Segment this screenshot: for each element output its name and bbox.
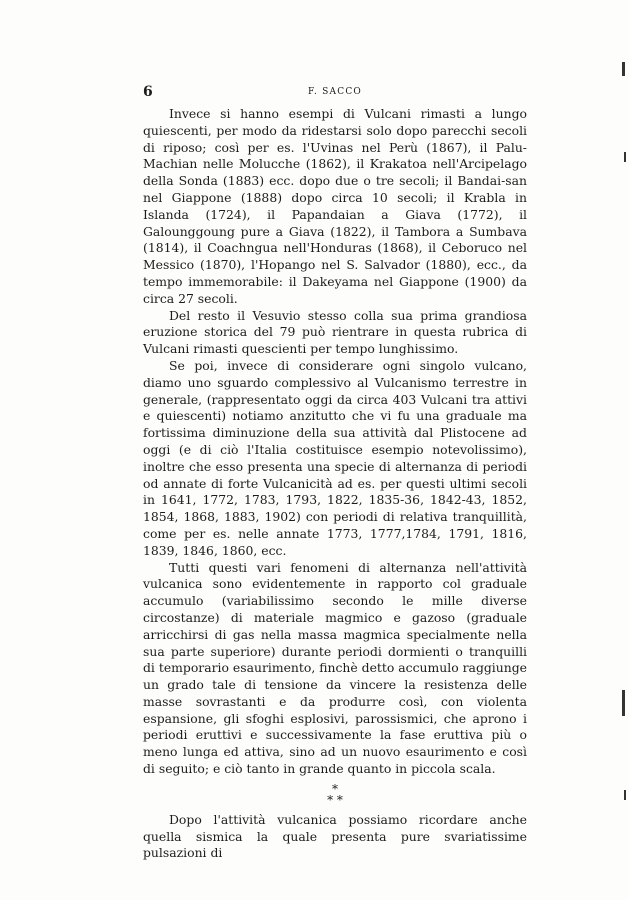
paragraph-vesuvius: Del resto il Vesuvio stesso colla sua prima grandiosa eruzione storica del 79 può rientrare in questa rubrica di Vulcani rimasti quescienti per tempo lunghissimo. [143,307,527,357]
paragraph-alternation: Tutti questi vari fenomeni di alternanza nell'attività vulcanica sono evidentemente in rapporto col graduale accumulo (variabilissimo secondo le mille diverse circostanze) di materiale magmico e gazoso (graduale arricchirsi di gas nella massa magmica specialmente nella sua parte superiore) durante periodi dormienti o tranquilli di temporario esaurimento, finchè detto accumulo raggiunge un grado tale di tensione da vincere la resistenza delle masse sovrastanti e da produrre così, con violenta espansione, gli sfoghi esplosivi, parossismici, che aprono i periodi eruttivi e successivamente la fase eruttiva più o meno lunga ed attiva, sino ad un nuovo esaurimento e così di seguito; e ciò tanto in grande quanto in piccola scala. [143,559,527,777]
paragraph-seismic: Dopo l'attività vulcanica possiamo ricordare anche quella sismica la quale presenta pure svariatissime pulsazioni di [143,811,527,861]
margin-mark [622,690,625,716]
paragraph-volcanism-general: Se poi, invece di considerare ogni singolo vulcano, diamo uno sguardo complessivo al Vulcanismo terrestre in generale, (rappresentato oggi da circa 403 Vulcani tra attivi e quiescenti) notiamo anzitutto che vi fu una graduale ma fortissima diminuzione della sua attività dal Plistocene ad oggi (e di ciò l'Italia costituisce esempio notevolissimo), inoltre che esso presenta una specie di alternanza di periodi od annate di forte Vulcanicità ad es. per questi ultimi secoli in 1641, 1772, 1783, 1793, 1822, 1835-36, 1842-43, 1852, 1854, 1868, 1883, 1902) con periodi di relativa tranquillità, come per es. nelle annate 1773, 1777,1784, 1791, 1816, 1839, 1846, 1860, ecc. [143,357,527,558]
margin-mark [624,152,626,162]
page-number: 6 [143,84,153,100]
paragraph-quiescent-volcanoes: Invece si hanno esempi di Vulcani rimasti a lungo quiescenti, per modo da ridestarsi solo dopo parecchi secoli di riposo; così per es. l'Uvinas nel Perù (1867), il Palu-Machian nelle Molucche (1862), il Krakatoa nell'Arcipelago della Sonda (1883) ecc. dopo due o tre secoli; il Bandai-san nel Giappone (1888) dopo circa 10 secoli; il Krabla in Islanda (1724), il Papandaian a Giava (1772), il Galounggoung pure a Giava (1822), il Tambora a Sumbava (1814), il Coachngua nell'Honduras (1868), il Ceboruco nel Messico (1870), l'Hopango nel S. Salvador (1880), ecc., da tempo immemorabile: il Dakeyama nel Giappone (1900) da circa 27 secoli. [143,106,527,306]
margin-mark [624,790,626,800]
asterism-top: * [332,781,338,796]
margin-mark [622,62,625,76]
running-head: F. SACCO [308,87,362,97]
body-text [143,106,527,862]
section-break-asterism [143,781,527,807]
asterism-bottom: * * [327,792,343,807]
